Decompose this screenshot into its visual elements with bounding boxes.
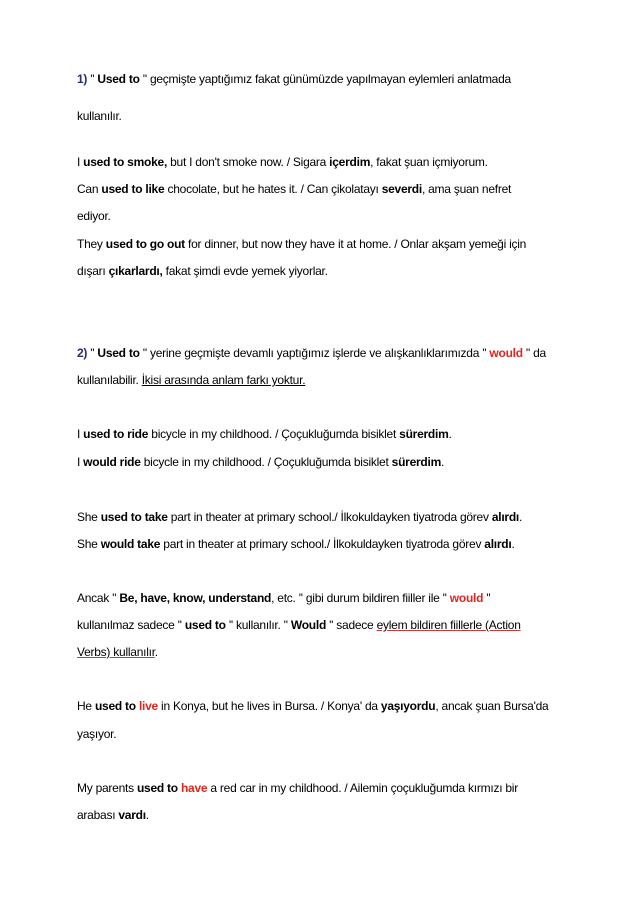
example-have-cont: arabası vardı. — [77, 808, 149, 822]
note-state-verbs-cont: kullanılmaz sadece '' used to '' kullanılır. '' Would '' sadece eylem bildiren fiillerle (Action — [77, 618, 521, 632]
example-smoke: I used to smoke, but I don't smoke now. / Sigara içerdim, fakat şuan içmiyorum. — [77, 155, 488, 169]
example-would-ride: I would ride bicycle in my childhood. / Çoçukluğumda bisiklet sürerdim. — [77, 455, 445, 469]
example-used-to-ride: I used to ride bicycle in my childhood. / Çoçukluğumda bisiklet sürerdim. — [77, 427, 452, 441]
section-2-heading-cont: kullanılabilir. İkisi arasında anlam farkı yoktur. — [77, 373, 306, 387]
example-chocolate-cont: ediyor. — [77, 209, 111, 223]
example-have: My parents used to have a red car in my childhood. / Ailemin çoçukluğumda kırmızı bir — [77, 781, 518, 795]
note-state-verbs-end: Verbs) kullanılır. — [77, 645, 158, 659]
example-live-cont: yaşıyor. — [77, 727, 117, 741]
example-used-to-take: She used to take part in theater at primary school./ İlkokuldayken tiyatroda görev alırdı. — [77, 510, 523, 524]
example-chocolate: Can used to like chocolate, but he hates it. / Can çikolatayı severdi, ama şuan nefret — [77, 182, 512, 196]
example-dinner-cont: dışarı çıkarlardı, fakat şimdi evde yemek yiyorlar. — [77, 264, 328, 278]
section-1-heading-cont: kullanılır. — [77, 109, 122, 123]
note-state-verbs: Ancak '' Be, have, know, understand, etc. '' gibi durum bildiren fiiller ile '' would '' — [77, 591, 491, 605]
example-would-take: She would take part in theater at primary school./ İlkokuldayken tiyatroda görev alırdı. — [77, 537, 515, 551]
example-live: He used to live in Konya, but he lives in Bursa. / Konya' da yaşıyordu, ancak şuan Bursa'da — [77, 699, 549, 713]
section-2-heading: 2) '' Used to '' yerine geçmişte devamlı yaptığımız işlerde ve alışkanlıklarımızda '' would '' da — [77, 346, 546, 360]
section-1-heading: 1) '' Used to '' geçmişte yaptığımız fakat günümüzde yapılmayan eylemleri anlatmada — [77, 72, 511, 86]
example-dinner: They used to go out for dinner, but now they have it at home. / Onlar akşam yemeği için — [77, 237, 527, 251]
